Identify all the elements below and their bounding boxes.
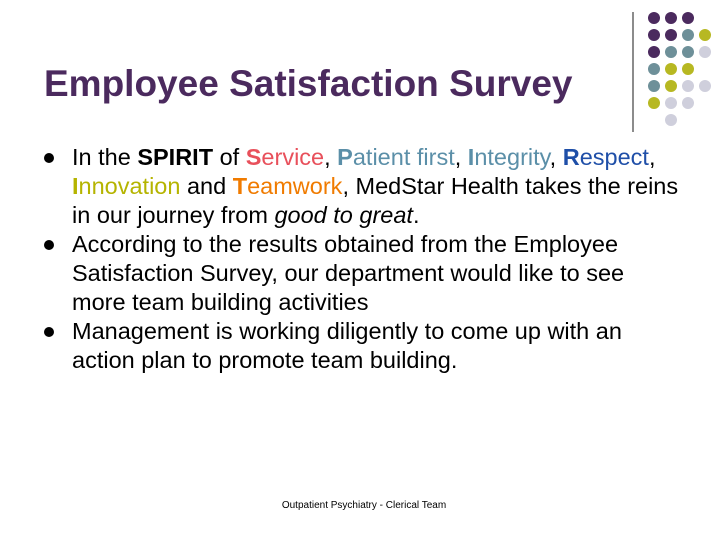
letter-p: P <box>337 144 353 170</box>
letter-i: I <box>467 144 475 170</box>
dot-gray <box>682 97 694 109</box>
text: of <box>213 144 246 170</box>
word-service: ervice <box>261 144 325 170</box>
text: In the <box>72 144 138 170</box>
word-innovation: nnovation <box>78 173 181 199</box>
word-patient-first: atient first <box>352 144 455 170</box>
italic-phrase: good to great <box>274 202 413 228</box>
slide-title: Employee Satisfaction Survey <box>44 63 573 104</box>
bullet-dot-icon <box>44 240 54 250</box>
bullet-item-survey-results <box>44 230 684 317</box>
text: , <box>648 144 656 170</box>
dot-olive <box>665 63 677 75</box>
bullet-item-spirit <box>44 143 684 230</box>
dot-teal <box>648 80 660 92</box>
dot-gray <box>699 80 711 92</box>
dot-gray <box>665 114 677 126</box>
bullet-dot-icon <box>44 153 54 163</box>
dot-teal <box>682 29 694 41</box>
word-teamwork: eamwork <box>247 173 343 199</box>
spirit-word: SPIRIT <box>137 144 214 170</box>
dot-purple <box>648 46 660 58</box>
decorative-divider-line <box>632 12 634 132</box>
word-respect: espect <box>579 144 649 170</box>
text: , <box>549 144 563 170</box>
footer-text: Outpatient Psychiatry - Clerical Team <box>281 500 447 511</box>
dot-teal <box>665 46 677 58</box>
dot-olive <box>699 29 711 41</box>
letter-i: I <box>72 173 79 199</box>
bullet-text: According to the results obtained from the Employee Satisfaction Survey, our department would like to see more team building activities <box>72 231 625 315</box>
dot-teal <box>648 63 660 75</box>
dot-teal <box>682 46 694 58</box>
dot-olive <box>682 63 694 75</box>
letter-s: S <box>245 144 262 170</box>
letter-r: R <box>562 144 580 170</box>
text: , <box>324 144 338 170</box>
bullet-dot-icon <box>44 327 54 337</box>
text: , <box>454 144 468 170</box>
dot-purple <box>648 12 660 24</box>
text: . <box>412 202 420 228</box>
dot-purple <box>682 12 694 24</box>
dot-purple <box>648 29 660 41</box>
letter-t: T <box>232 173 248 199</box>
dot-purple <box>665 12 677 24</box>
dot-olive <box>648 97 660 109</box>
bullet-text: Management is working diligently to come up with an action plan to promote team building. <box>72 318 622 373</box>
word-integrity: ntegrity <box>474 144 550 170</box>
dot-gray <box>665 97 677 109</box>
bullet-list <box>44 143 684 375</box>
text: , MedStar Health takes the reins in our journey from <box>72 173 679 228</box>
bullet-item-management <box>44 317 684 375</box>
dot-olive <box>665 80 677 92</box>
dot-gray <box>682 80 694 92</box>
text: and <box>180 173 233 199</box>
dot-gray <box>699 46 711 58</box>
dot-purple <box>665 29 677 41</box>
